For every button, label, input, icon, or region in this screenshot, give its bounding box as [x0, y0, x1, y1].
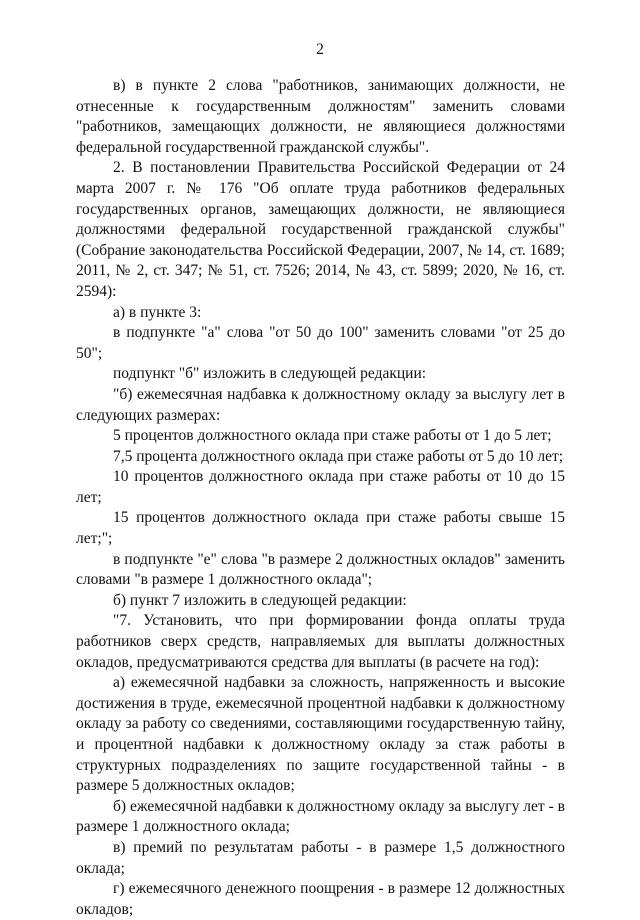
paragraph-point-7-text: "7. Установить, что при формировании фонда оплаты труда работников сверх средств, направляемых для выплаты должностных окладов, предусматриваются средства для выплаты (в расчете на год):: [76, 612, 565, 671]
paragraph-subpoint-a: в подпункте "а" слова "от 50 до 100" заменить словами "от 25 до 50";: [76, 324, 565, 362]
paragraph-rate-7-5: 7,5 процента должностного оклада при стаже работы от 5 до 10 лет;: [113, 447, 564, 465]
paragraph-rate-5: 5 процентов должностного оклада при стаже работы от 1 до 5 лет;: [113, 427, 552, 445]
paragraph-subpoint-e: в подпункте "е" слова "в размере 2 должностных окладов" заменить словами "в размере 1 должностного оклада";: [76, 550, 565, 589]
document-body: [76, 76, 565, 920]
paragraph-sub-b-point-7: б) пункт 7 изложить в следующей редакции:: [113, 591, 407, 609]
paragraph-point-7-g: г) ежемесячного денежного поощрения - в размере 12 должностных окладов;: [76, 880, 565, 918]
page-number: 2: [316, 41, 324, 58]
paragraph-point-7-v: в) премий по результатам работы - в размере 1,5 должностного оклада;: [76, 838, 565, 877]
paragraph-point-7-b: б) ежемесячной надбавки к должностному окладу за выслугу лет - в размере 1 должностного оклада;: [76, 797, 565, 836]
paragraph-subpoint-b-intro: подпункт "б" изложить в следующей редакции:: [113, 365, 427, 383]
paragraph-amendment-v: в) в пункте 2 слова "работников, занимающих должности, не отнесенные к государственным должностям" заменить словами "работников, замещающих должности, не являющиеся должностями федеральной государственной гражданской службы".: [76, 77, 565, 156]
paragraph-item-2: 2. В постановлении Правительства Российской Федерации от 24 марта 2007 г. № 176 "Об оплате труда работников федеральных государственных органов, замещающих должности, не являющиеся должностями федеральной государственной гражданской службы" (Собрание законодательства Российской Федерации, 2007, № 14, ст. 1689; 2011, № 2, ст. 347; № 51, ст. 7526; 2014, № 43, ст. 5899; 2020, № 16, ст. 2594):: [76, 159, 565, 300]
paragraph-point-7-a: а) ежемесячной надбавки за сложность, напряженность и высокие достижения в труде, ежемесячной процентной надбавки к должностному окладу за работу со сведениями, составляющими государственную тайну, и процентной надбавки к должностному окладу за стаж работы в структурных подразделениях по защите государственной тайны - в размере 5 должностных окладов;: [76, 674, 565, 795]
paragraph-sub-a-point-3: а) в пункте 3:: [113, 303, 202, 321]
paragraph-rate-15: 15 процентов должностного оклада при стаже работы свыше 15 лет;";: [76, 509, 565, 548]
paragraph-rate-10: 10 процентов должностного оклада при стаже работы от 10 до 15 лет;: [76, 468, 565, 506]
paragraph-subpoint-b-text: "б) ежемесячная надбавка к должностному окладу за выслугу лет в следующих размерах:: [76, 385, 565, 424]
